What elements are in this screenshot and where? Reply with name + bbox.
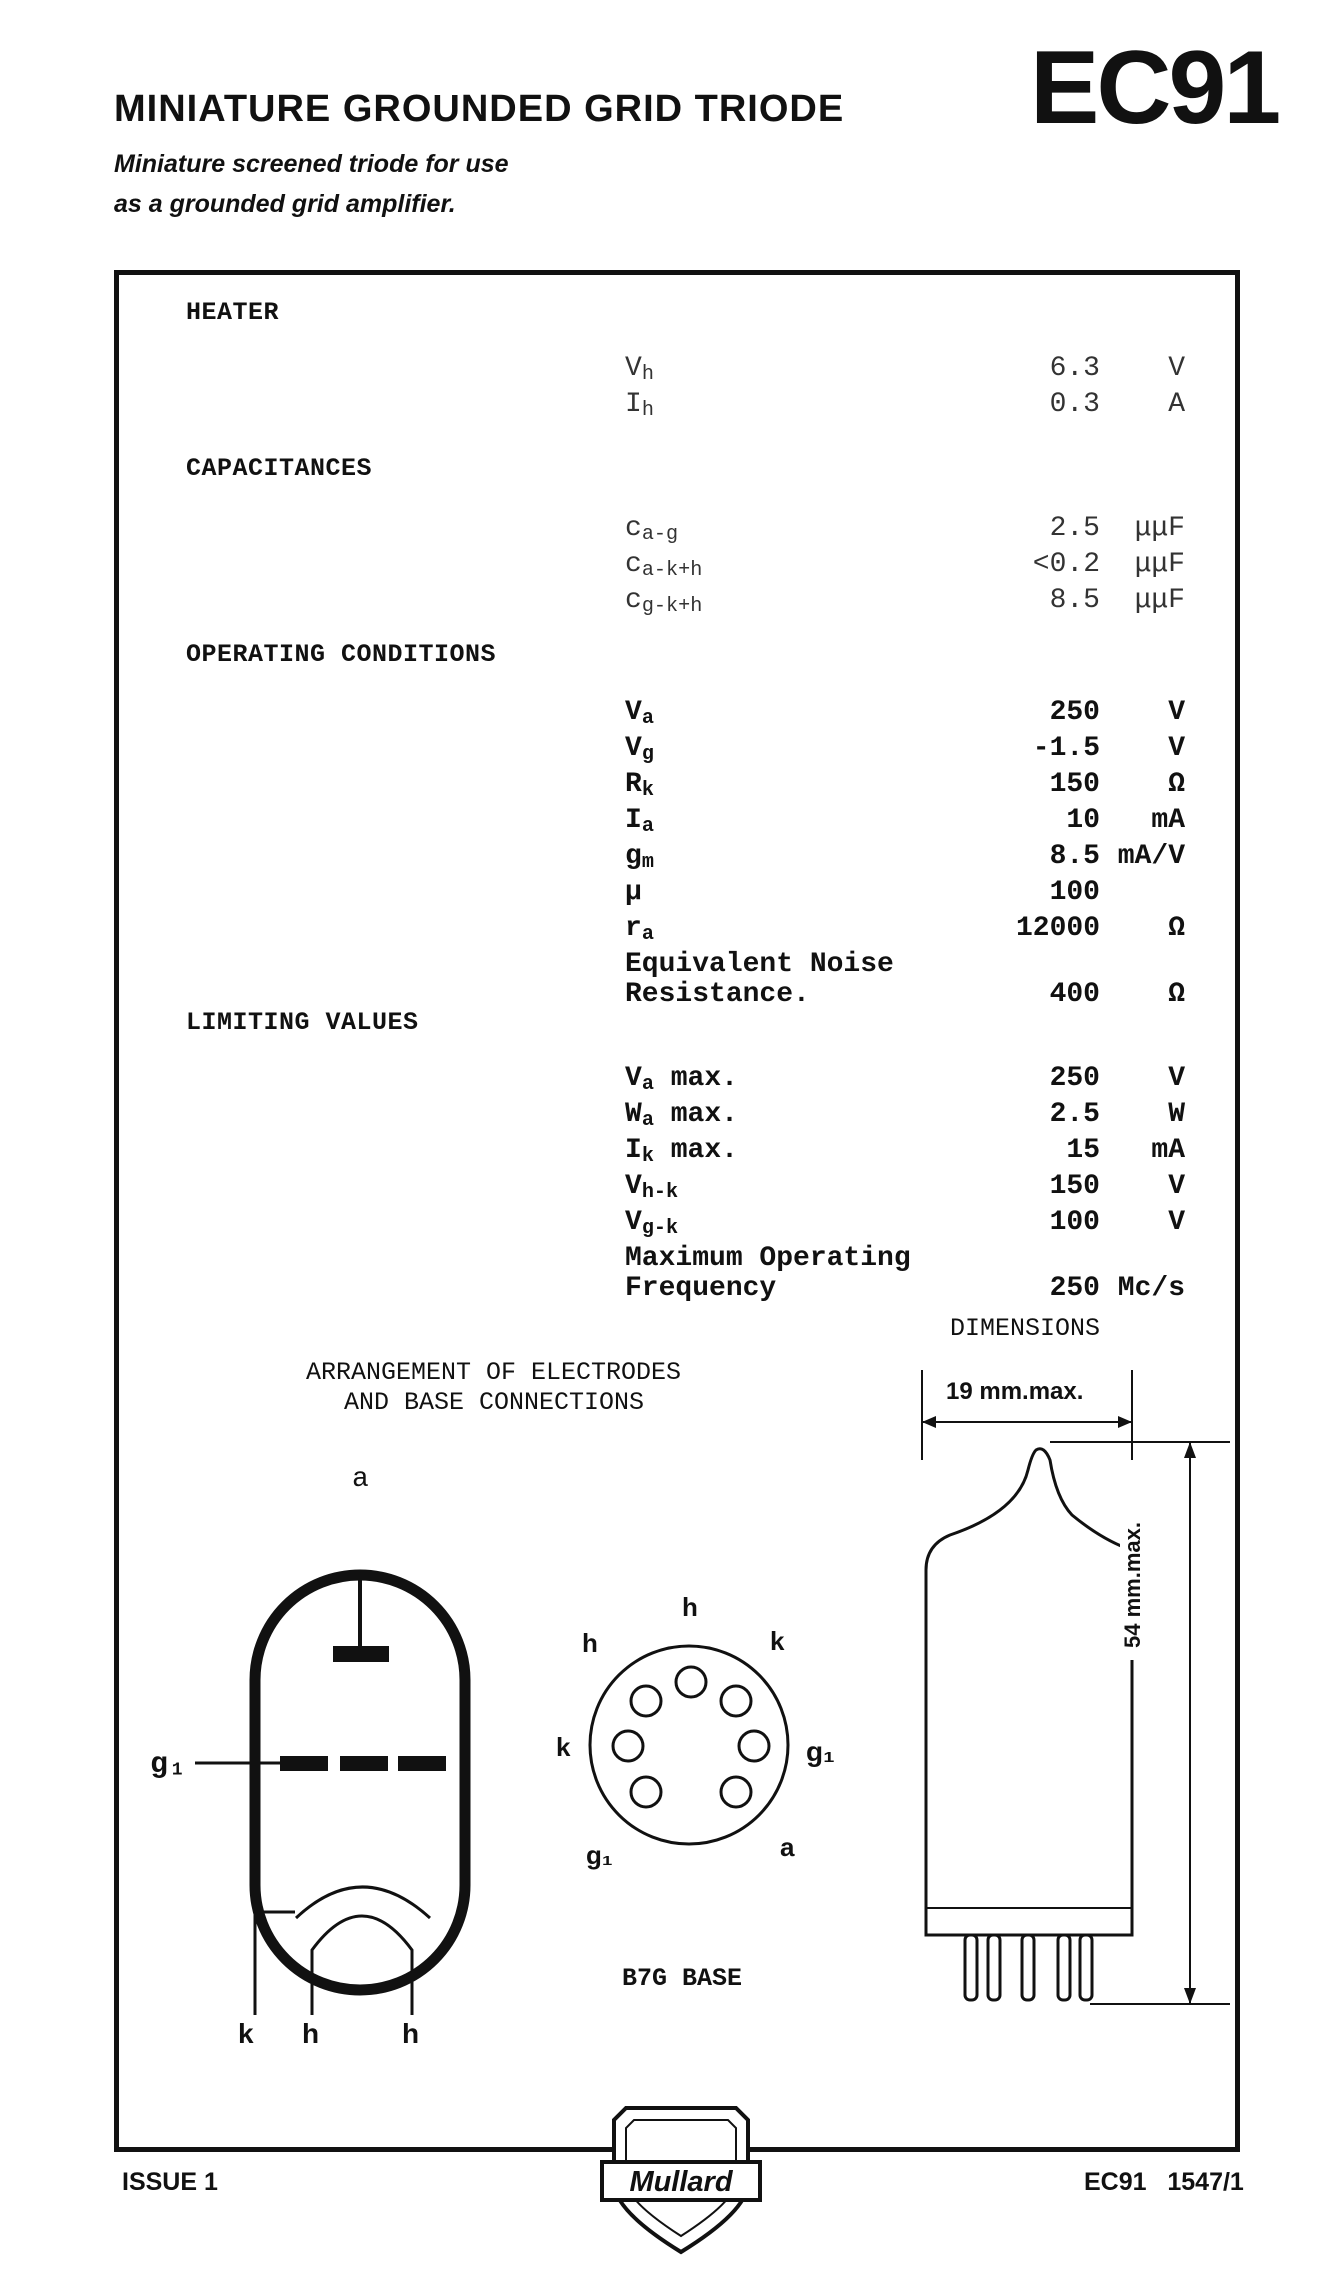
- limiting-table: [625, 1064, 1185, 1304]
- grid-bar-3: [398, 1756, 446, 1771]
- base-diagram: [584, 1640, 794, 1850]
- pin-label-g1-right: g₁: [806, 1736, 835, 1767]
- op-row-va: $V_a$ 250 V: [625, 697, 1185, 730]
- lim-row-wa: $W_a$ max. 2.5 W: [625, 1099, 1185, 1132]
- height-arrow-bottom: [1184, 1988, 1196, 2004]
- height-dimension-label: 54 mm.max.: [1120, 1510, 1146, 1660]
- op-row-rk: $R_k$ 150 Ω: [625, 769, 1185, 802]
- width-dimension-label: 19 mm.max.: [942, 1378, 1087, 1406]
- pin-hole: [721, 1686, 751, 1716]
- lim-row-vhk: $V_{h-k}$ 150 V: [625, 1171, 1185, 1204]
- electrodes-heading-line-2: AND BASE CONNECTIONS: [344, 1388, 645, 1417]
- lim-row-freq-label: Maximum Operating: [625, 1243, 911, 1274]
- label-cathode: k: [238, 2018, 254, 2049]
- heater-row-ih: $I_h$ 0.3 A: [625, 389, 1185, 422]
- op-row-ia: $I_a$ 10 mA: [625, 805, 1185, 838]
- heater-filament: [312, 1916, 412, 2015]
- op-row-mu: μ 100: [625, 877, 1100, 908]
- issue-label: ISSUE 1: [122, 2168, 218, 2196]
- lim-row-freq: Frequency 250 Mc/s: [625, 1273, 1185, 1304]
- heater-heading: HEATER: [186, 298, 280, 327]
- height-arrow-top: [1184, 1442, 1196, 1458]
- cathode-arc: [296, 1887, 430, 1918]
- pin-label-a: a: [780, 1832, 795, 1862]
- operating-table: [625, 698, 1185, 1010]
- pin-hole: [721, 1777, 751, 1807]
- cap-row-ag: $c_{a-g}$ 2.5 μμF: [625, 513, 1185, 546]
- electrode-symbol: [130, 1440, 490, 2040]
- operating-heading: OPERATING CONDITIONS: [186, 640, 497, 669]
- capacitances-table: [625, 514, 1185, 622]
- lim-row-va: $V_a$ max. 250 V: [625, 1063, 1185, 1096]
- label-heater-2: h: [402, 2018, 420, 2049]
- description-line-1: Miniature screened triode for use: [114, 150, 509, 178]
- pin: [1022, 1935, 1034, 2000]
- pin-label-k-left: k: [556, 1732, 571, 1762]
- anode-plate: [333, 1646, 389, 1662]
- limiting-heading: LIMITING VALUES: [186, 1008, 419, 1037]
- electrodes-heading-line-1: ARRANGEMENT OF ELECTRODES: [306, 1358, 682, 1387]
- grid-bar-2: [340, 1756, 388, 1771]
- op-row-noise-label: Equivalent Noise: [625, 949, 894, 980]
- pin-hole: [676, 1667, 706, 1697]
- description-line-2: as a grounded grid amplifier.: [114, 190, 456, 218]
- pin: [965, 1935, 977, 2000]
- width-arrow-left: [922, 1416, 936, 1428]
- op-row-vg: $V_g$ -1.5 V: [625, 733, 1185, 766]
- pin-label-g1-bottom: g₁: [586, 1840, 613, 1870]
- label-anode: a: [352, 1464, 369, 1495]
- pin-hole: [613, 1731, 643, 1761]
- bulb-envelope: [926, 1449, 1132, 1935]
- pin-label-h-top: h: [682, 1592, 698, 1622]
- label-grid: g₁: [150, 1748, 187, 1782]
- page-title: MINIATURE GROUNDED GRID TRIODE: [114, 88, 845, 130]
- pin-label-k-right: k: [770, 1626, 785, 1656]
- cap-row-akh: $c_{a-k+h}$ <0.2 μμF: [625, 549, 1185, 582]
- valve-type-number: EC91: [1030, 30, 1279, 146]
- op-row-ra: $r_a$ 12000 Ω: [625, 913, 1185, 946]
- op-row-gm: $g_m$ 8.5 mA/V: [625, 841, 1185, 874]
- capacitances-heading: CAPACITANCES: [186, 454, 373, 483]
- pin: [988, 1935, 1000, 2000]
- label-heater-1: h: [302, 2018, 320, 2049]
- dimension-drawing: [900, 1370, 1230, 2030]
- pin: [1058, 1935, 1070, 2000]
- pin-label-h-left: h: [582, 1628, 598, 1658]
- dimensions-heading: DIMENSIONS: [950, 1314, 1101, 1343]
- heater-table: [625, 354, 1185, 426]
- cap-row-gkh: $c_{g-k+h}$ 8.5 μμF: [625, 585, 1185, 618]
- pin-hole: [631, 1777, 661, 1807]
- op-row-noise: Resistance. 400 Ω: [625, 979, 1185, 1010]
- lim-row-ik: $I_k$ max. 15 mA: [625, 1135, 1185, 1168]
- pin-hole: [739, 1731, 769, 1761]
- heater-row-vh: $V_h$ 6.3 V: [625, 353, 1185, 386]
- pin-hole: [631, 1686, 661, 1716]
- base-type-label: B7G BASE: [622, 1964, 743, 1993]
- width-arrow-right: [1118, 1416, 1132, 1428]
- grid-bar-1: [280, 1756, 328, 1771]
- base-outline: [590, 1646, 788, 1844]
- lim-row-vgk: $V_{g-k}$ 100 V: [625, 1207, 1185, 1240]
- document-reference: EC91 1547/1: [1084, 2168, 1244, 2196]
- mullard-logo-text: Mullard: [629, 2166, 733, 2198]
- pin: [1080, 1935, 1092, 2000]
